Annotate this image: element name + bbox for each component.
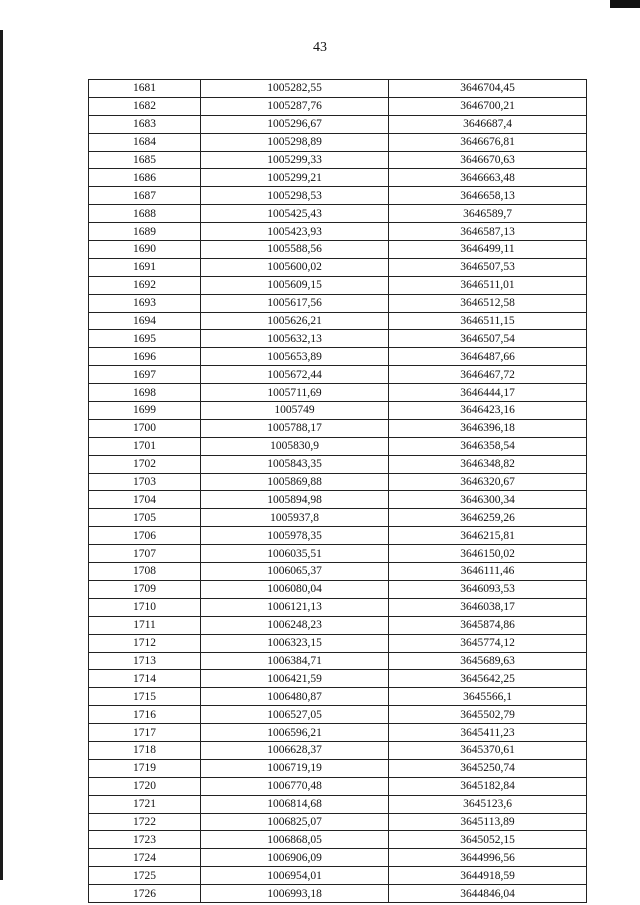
x-coordinate-cell: 1005282,55 xyxy=(201,80,389,98)
y-coordinate-cell: 3645123,6 xyxy=(389,795,587,813)
table-row xyxy=(89,724,587,742)
y-coordinate-cell: 3645182,84 xyxy=(389,777,587,795)
x-coordinate-cell: 1006065,37 xyxy=(201,563,389,581)
table-row xyxy=(89,849,587,867)
point-number-cell: 1689 xyxy=(89,223,201,241)
x-coordinate-cell: 1006480,87 xyxy=(201,688,389,706)
x-coordinate-cell: 1005672,44 xyxy=(201,366,389,384)
x-coordinate-cell: 1005843,35 xyxy=(201,455,389,473)
y-coordinate-cell: 3646487,66 xyxy=(389,348,587,366)
y-coordinate-cell: 3646150,02 xyxy=(389,545,587,563)
y-coordinate-cell: 3646093,53 xyxy=(389,580,587,598)
point-number-cell: 1720 xyxy=(89,777,201,795)
table-row xyxy=(89,437,587,455)
table-row xyxy=(89,258,587,276)
x-coordinate-cell: 1005287,76 xyxy=(201,97,389,115)
x-coordinate-cell: 1006993,18 xyxy=(201,885,389,903)
y-coordinate-cell: 3646511,15 xyxy=(389,312,587,330)
x-coordinate-cell: 1005632,13 xyxy=(201,330,389,348)
y-coordinate-cell: 3645052,15 xyxy=(389,831,587,849)
table-row xyxy=(89,348,587,366)
y-coordinate-cell: 3646700,21 xyxy=(389,97,587,115)
x-coordinate-cell: 1005299,33 xyxy=(201,151,389,169)
point-number-cell: 1700 xyxy=(89,419,201,437)
table-row xyxy=(89,241,587,259)
x-coordinate-cell: 1005653,89 xyxy=(201,348,389,366)
table-row xyxy=(89,419,587,437)
table-row xyxy=(89,115,587,133)
point-number-cell: 1706 xyxy=(89,527,201,545)
y-coordinate-cell: 3645370,61 xyxy=(389,741,587,759)
point-number-cell: 1684 xyxy=(89,133,201,151)
point-number-cell: 1718 xyxy=(89,741,201,759)
table-row xyxy=(89,831,587,849)
point-number-cell: 1710 xyxy=(89,598,201,616)
table-row xyxy=(89,670,587,688)
x-coordinate-cell: 1006770,48 xyxy=(201,777,389,795)
y-coordinate-cell: 3646259,26 xyxy=(389,509,587,527)
x-coordinate-cell: 1006323,15 xyxy=(201,634,389,652)
point-number-cell: 1681 xyxy=(89,80,201,98)
point-number-cell: 1685 xyxy=(89,151,201,169)
y-coordinate-cell: 3646320,67 xyxy=(389,473,587,491)
x-coordinate-cell: 1005937,8 xyxy=(201,509,389,527)
y-coordinate-cell: 3646687,4 xyxy=(389,115,587,133)
point-number-cell: 1694 xyxy=(89,312,201,330)
x-coordinate-cell: 1005711,69 xyxy=(201,384,389,402)
coordinates-table xyxy=(88,79,587,903)
table-row xyxy=(89,330,587,348)
point-number-cell: 1724 xyxy=(89,849,201,867)
table-row xyxy=(89,80,587,98)
table-row xyxy=(89,97,587,115)
table-row xyxy=(89,527,587,545)
y-coordinate-cell: 3646670,63 xyxy=(389,151,587,169)
y-coordinate-cell: 3646658,13 xyxy=(389,187,587,205)
table-row xyxy=(89,133,587,151)
point-number-cell: 1713 xyxy=(89,652,201,670)
table-row xyxy=(89,491,587,509)
point-number-cell: 1690 xyxy=(89,241,201,259)
table-row xyxy=(89,580,587,598)
table-row xyxy=(89,598,587,616)
y-coordinate-cell: 3646512,58 xyxy=(389,294,587,312)
y-coordinate-cell: 3646444,17 xyxy=(389,384,587,402)
y-coordinate-cell: 3644846,04 xyxy=(389,885,587,903)
point-number-cell: 1709 xyxy=(89,580,201,598)
x-coordinate-cell: 1005600,02 xyxy=(201,258,389,276)
x-coordinate-cell: 1005830,9 xyxy=(201,437,389,455)
point-number-cell: 1683 xyxy=(89,115,201,133)
table-row xyxy=(89,169,587,187)
point-number-cell: 1722 xyxy=(89,813,201,831)
point-number-cell: 1691 xyxy=(89,258,201,276)
x-coordinate-cell: 1006384,71 xyxy=(201,652,389,670)
y-coordinate-cell: 3646300,34 xyxy=(389,491,587,509)
table-row xyxy=(89,741,587,759)
table-row xyxy=(89,384,587,402)
point-number-cell: 1698 xyxy=(89,384,201,402)
y-coordinate-cell: 3646038,17 xyxy=(389,598,587,616)
x-coordinate-cell: 1005298,53 xyxy=(201,187,389,205)
y-coordinate-cell: 3644996,56 xyxy=(389,849,587,867)
point-number-cell: 1705 xyxy=(89,509,201,527)
page-number: 43 xyxy=(313,40,327,55)
scan-edge-right xyxy=(610,0,640,8)
y-coordinate-cell: 3646467,72 xyxy=(389,366,587,384)
x-coordinate-cell: 1006868,05 xyxy=(201,831,389,849)
point-number-cell: 1715 xyxy=(89,688,201,706)
x-coordinate-cell: 1005869,88 xyxy=(201,473,389,491)
y-coordinate-cell: 3646511,01 xyxy=(389,276,587,294)
y-coordinate-cell: 3645502,79 xyxy=(389,706,587,724)
point-number-cell: 1708 xyxy=(89,563,201,581)
y-coordinate-cell: 3645113,89 xyxy=(389,813,587,831)
y-coordinate-cell: 3646396,18 xyxy=(389,419,587,437)
x-coordinate-cell: 1006080,04 xyxy=(201,580,389,598)
table-row xyxy=(89,813,587,831)
point-number-cell: 1726 xyxy=(89,885,201,903)
y-coordinate-cell: 3645774,12 xyxy=(389,634,587,652)
table-row xyxy=(89,276,587,294)
point-number-cell: 1697 xyxy=(89,366,201,384)
y-coordinate-cell: 3646358,54 xyxy=(389,437,587,455)
point-number-cell: 1703 xyxy=(89,473,201,491)
y-coordinate-cell: 3646676,81 xyxy=(389,133,587,151)
y-coordinate-cell: 3645250,74 xyxy=(389,759,587,777)
point-number-cell: 1693 xyxy=(89,294,201,312)
y-coordinate-cell: 3645566,1 xyxy=(389,688,587,706)
point-number-cell: 1696 xyxy=(89,348,201,366)
y-coordinate-cell: 3646423,16 xyxy=(389,402,587,420)
x-coordinate-cell: 1006121,13 xyxy=(201,598,389,616)
y-coordinate-cell: 3645642,25 xyxy=(389,670,587,688)
point-number-cell: 1704 xyxy=(89,491,201,509)
y-coordinate-cell: 3646111,46 xyxy=(389,563,587,581)
table-row xyxy=(89,294,587,312)
point-number-cell: 1721 xyxy=(89,795,201,813)
table-row xyxy=(89,223,587,241)
x-coordinate-cell: 1005978,35 xyxy=(201,527,389,545)
point-number-cell: 1725 xyxy=(89,867,201,885)
x-coordinate-cell: 1006527,05 xyxy=(201,706,389,724)
table-row xyxy=(89,473,587,491)
y-coordinate-cell: 3645411,23 xyxy=(389,724,587,742)
point-number-cell: 1723 xyxy=(89,831,201,849)
table-row xyxy=(89,634,587,652)
point-number-cell: 1701 xyxy=(89,437,201,455)
table-row xyxy=(89,777,587,795)
point-number-cell: 1712 xyxy=(89,634,201,652)
y-coordinate-cell: 3646348,82 xyxy=(389,455,587,473)
table-row xyxy=(89,563,587,581)
table-row xyxy=(89,795,587,813)
point-number-cell: 1692 xyxy=(89,276,201,294)
point-number-cell: 1711 xyxy=(89,616,201,634)
coordinates-table-body xyxy=(89,80,587,903)
x-coordinate-cell: 1006035,51 xyxy=(201,545,389,563)
x-coordinate-cell: 1006628,37 xyxy=(201,741,389,759)
y-coordinate-cell: 3645874,86 xyxy=(389,616,587,634)
table-row xyxy=(89,151,587,169)
x-coordinate-cell: 1005588,56 xyxy=(201,241,389,259)
point-number-cell: 1695 xyxy=(89,330,201,348)
table-row xyxy=(89,616,587,634)
x-coordinate-cell: 1006719,19 xyxy=(201,759,389,777)
point-number-cell: 1717 xyxy=(89,724,201,742)
table-row xyxy=(89,545,587,563)
point-number-cell: 1714 xyxy=(89,670,201,688)
point-number-cell: 1688 xyxy=(89,205,201,223)
table-row xyxy=(89,652,587,670)
point-number-cell: 1686 xyxy=(89,169,201,187)
x-coordinate-cell: 1006954,01 xyxy=(201,867,389,885)
table-row xyxy=(89,312,587,330)
x-coordinate-cell: 1005298,89 xyxy=(201,133,389,151)
table-row xyxy=(89,759,587,777)
y-coordinate-cell: 3646704,45 xyxy=(389,80,587,98)
y-coordinate-cell: 3645689,63 xyxy=(389,652,587,670)
table-row xyxy=(89,402,587,420)
table-row xyxy=(89,366,587,384)
y-coordinate-cell: 3646499,11 xyxy=(389,241,587,259)
x-coordinate-cell: 1005617,56 xyxy=(201,294,389,312)
table-row xyxy=(89,688,587,706)
y-coordinate-cell: 3646587,13 xyxy=(389,223,587,241)
point-number-cell: 1707 xyxy=(89,545,201,563)
x-coordinate-cell: 1005894,98 xyxy=(201,491,389,509)
y-coordinate-cell: 3644918,59 xyxy=(389,867,587,885)
x-coordinate-cell: 1005296,67 xyxy=(201,115,389,133)
table-row xyxy=(89,205,587,223)
x-coordinate-cell: 1005788,17 xyxy=(201,419,389,437)
x-coordinate-cell: 1005749 xyxy=(201,402,389,420)
x-coordinate-cell: 1006248,23 xyxy=(201,616,389,634)
x-coordinate-cell: 1006596,21 xyxy=(201,724,389,742)
point-number-cell: 1687 xyxy=(89,187,201,205)
table-row xyxy=(89,187,587,205)
x-coordinate-cell: 1006421,59 xyxy=(201,670,389,688)
point-number-cell: 1719 xyxy=(89,759,201,777)
table-row xyxy=(89,455,587,473)
x-coordinate-cell: 1006814,68 xyxy=(201,795,389,813)
table-row xyxy=(89,706,587,724)
y-coordinate-cell: 3646663,48 xyxy=(389,169,587,187)
table-row xyxy=(89,509,587,527)
point-number-cell: 1702 xyxy=(89,455,201,473)
x-coordinate-cell: 1005423,93 xyxy=(201,223,389,241)
x-coordinate-cell: 1005299,21 xyxy=(201,169,389,187)
point-number-cell: 1682 xyxy=(89,97,201,115)
point-number-cell: 1716 xyxy=(89,706,201,724)
scan-edge-left xyxy=(0,30,3,880)
y-coordinate-cell: 3646215,81 xyxy=(389,527,587,545)
x-coordinate-cell: 1006906,09 xyxy=(201,849,389,867)
y-coordinate-cell: 3646589,7 xyxy=(389,205,587,223)
table-row xyxy=(89,867,587,885)
table-row xyxy=(89,885,587,903)
x-coordinate-cell: 1005425,43 xyxy=(201,205,389,223)
y-coordinate-cell: 3646507,54 xyxy=(389,330,587,348)
x-coordinate-cell: 1006825,07 xyxy=(201,813,389,831)
y-coordinate-cell: 3646507,53 xyxy=(389,258,587,276)
x-coordinate-cell: 1005626,21 xyxy=(201,312,389,330)
x-coordinate-cell: 1005609,15 xyxy=(201,276,389,294)
point-number-cell: 1699 xyxy=(89,402,201,420)
